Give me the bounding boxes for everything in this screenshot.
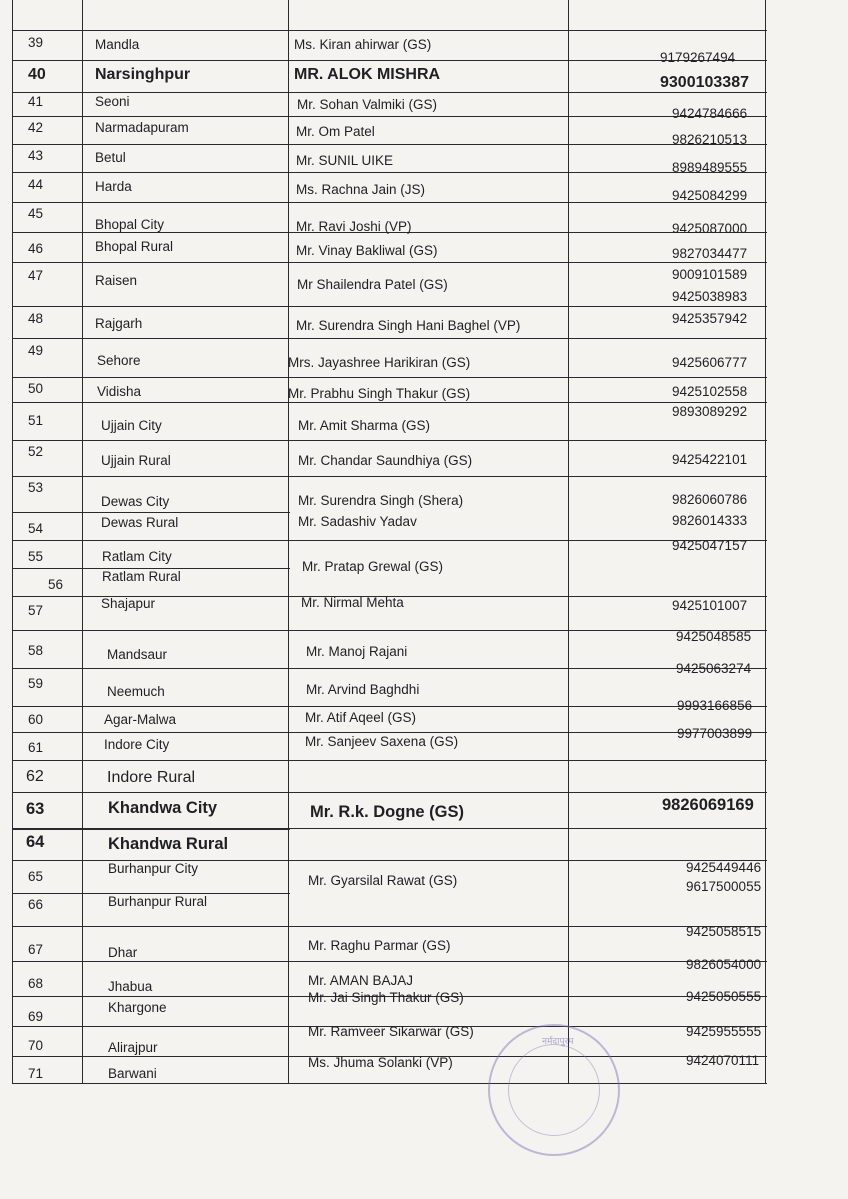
representative-name: Mr. Prabhu Singh Thakur (GS) bbox=[288, 386, 471, 401]
phone-number: 9425047157 bbox=[672, 538, 748, 553]
row-number: 40 bbox=[28, 66, 46, 83]
row-divider bbox=[12, 30, 767, 31]
row-divider bbox=[12, 262, 767, 263]
row-number: 44 bbox=[28, 177, 44, 192]
representative-name: Mr. Surendra Singh Hani Baghel (VP) bbox=[296, 318, 521, 333]
district-name: Seoni bbox=[95, 94, 130, 109]
district-name: Khargone bbox=[108, 1000, 167, 1015]
district-name: Mandla bbox=[95, 37, 140, 52]
phone-number: 9826060786 bbox=[672, 492, 748, 507]
phone-number: 9009101589 bbox=[672, 267, 748, 282]
row-divider bbox=[12, 306, 767, 307]
column-divider bbox=[82, 0, 83, 1084]
representative-name: Mr Shailendra Patel (GS) bbox=[297, 277, 448, 292]
row-number: 71 bbox=[28, 1066, 44, 1081]
district-name: Khandwa Rural bbox=[108, 835, 229, 853]
row-number: 59 bbox=[28, 676, 44, 691]
contact-table bbox=[12, 0, 767, 1084]
phone-number: 9425050555 bbox=[686, 989, 762, 1004]
district-name: Dewas City bbox=[101, 494, 170, 509]
row-divider bbox=[12, 630, 767, 631]
row-divider bbox=[12, 792, 767, 793]
phone-number: 8989489555 bbox=[672, 160, 748, 175]
representative-name: MR. ALOK MISHRA bbox=[294, 66, 441, 83]
row-number: 61 bbox=[28, 740, 44, 755]
phone-number: 9425038983 bbox=[672, 289, 748, 304]
table-border-right bbox=[765, 0, 766, 1084]
seal-text: नर्मदापुरम bbox=[542, 1037, 574, 1047]
representative-name: Mr. SUNIL UIKE bbox=[296, 153, 394, 168]
row-number: 47 bbox=[28, 268, 44, 283]
row-divider bbox=[12, 926, 767, 927]
row-number: 39 bbox=[28, 35, 44, 50]
row-number: 66 bbox=[28, 897, 44, 912]
district-name: Agar-Malwa bbox=[104, 712, 177, 727]
phone-number: 9617500055 bbox=[686, 879, 762, 894]
row-divider bbox=[12, 402, 767, 403]
district-name: Dewas Rural bbox=[101, 515, 179, 530]
district-name: Ujjain City bbox=[101, 418, 162, 433]
phone-number: 9827034477 bbox=[672, 246, 748, 261]
representative-name: Mr. Sohan Valmiki (GS) bbox=[297, 97, 438, 112]
representative-name: Mr. Arvind Baghdhi bbox=[306, 682, 420, 697]
phone-number: 9424070111 bbox=[686, 1053, 760, 1068]
phone-number: 9826069169 bbox=[662, 796, 754, 814]
representative-name: Mr. R.k. Dogne (GS) bbox=[310, 803, 465, 821]
representative-name: Mr. Om Patel bbox=[296, 124, 375, 139]
row-number: 68 bbox=[28, 976, 44, 991]
row-number: 48 bbox=[28, 311, 44, 326]
row-divider bbox=[12, 706, 767, 707]
district-name: Harda bbox=[95, 179, 132, 194]
representative-name: Mr. Raghu Parmar (GS) bbox=[308, 938, 451, 953]
district-name: Khandwa City bbox=[108, 799, 218, 817]
phone-number: 9826210513 bbox=[672, 132, 748, 147]
row-number: 57 bbox=[28, 603, 44, 618]
row-number: 51 bbox=[28, 413, 44, 428]
row-divider bbox=[12, 377, 767, 378]
row-number: 58 bbox=[28, 643, 44, 658]
row-divider bbox=[12, 540, 767, 541]
phone-number: 9425102558 bbox=[672, 384, 748, 399]
district-name: Jhabua bbox=[108, 979, 153, 994]
district-name: Bhopal City bbox=[95, 217, 165, 232]
phone-number: 9425955555 bbox=[686, 1024, 762, 1039]
phone-number: 9425357942 bbox=[672, 311, 748, 326]
column-divider bbox=[288, 0, 289, 1084]
row-number: 43 bbox=[28, 148, 44, 163]
row-number: 63 bbox=[26, 800, 45, 818]
representative-name: Mr. Vinay Bakliwal (GS) bbox=[296, 243, 438, 258]
district-name: Vidisha bbox=[97, 384, 142, 399]
row-number: 67 bbox=[28, 942, 44, 957]
row-divider bbox=[12, 116, 767, 117]
row-number: 49 bbox=[28, 343, 44, 358]
phone-number: 9425048585 bbox=[676, 629, 752, 644]
district-name: Indore Rural bbox=[107, 769, 196, 786]
row-divider bbox=[12, 338, 767, 339]
district-name: Ratlam City bbox=[102, 549, 172, 564]
phone-number: 9826054000 bbox=[686, 957, 762, 972]
phone-number: 9425087000 bbox=[672, 221, 748, 236]
row-divider bbox=[12, 1083, 767, 1084]
district-name: Dhar bbox=[108, 945, 138, 960]
representative-name: Ms. Rachna Jain (JS) bbox=[296, 182, 426, 197]
representative-name: Mr. Nirmal Mehta bbox=[301, 595, 404, 610]
phone-number: 9425606777 bbox=[672, 355, 748, 370]
row-divider bbox=[12, 512, 290, 513]
phone-number: 9977003899 bbox=[677, 726, 753, 741]
phone-number: 9826014333 bbox=[672, 513, 748, 528]
row-number: 52 bbox=[28, 444, 44, 459]
representative-name: Mr. Pratap Grewal (GS) bbox=[302, 559, 444, 574]
district-name: Neemuch bbox=[107, 684, 165, 699]
representative-name: Mr. AMAN BAJAJ bbox=[308, 973, 414, 988]
district-name: Sehore bbox=[97, 353, 141, 368]
row-number: 64 bbox=[26, 833, 45, 851]
row-divider bbox=[12, 172, 767, 173]
district-name: Bhopal Rural bbox=[95, 239, 174, 254]
phone-number: 9424784666 bbox=[672, 106, 748, 121]
row-number: 56 bbox=[48, 577, 64, 592]
row-divider bbox=[12, 202, 767, 203]
phone-number: 9425063274 bbox=[676, 661, 752, 676]
row-divider bbox=[12, 476, 767, 477]
row-number: 53 bbox=[28, 480, 44, 495]
phone-number: 9425058515 bbox=[686, 924, 762, 939]
district-name: Rajgarh bbox=[95, 316, 143, 331]
representative-name: Mr. Manoj Rajani bbox=[306, 644, 408, 659]
row-number: 45 bbox=[28, 206, 44, 221]
row-number: 41 bbox=[28, 94, 44, 109]
representative-name: Mr. Atif Aqeel (GS) bbox=[305, 710, 417, 725]
district-name: Burhanpur Rural bbox=[108, 894, 208, 909]
representative-name: Mr. Sadashiv Yadav bbox=[298, 514, 417, 529]
row-number: 70 bbox=[28, 1038, 44, 1053]
row-number: 54 bbox=[28, 521, 44, 536]
row-number: 60 bbox=[28, 712, 44, 727]
district-name: Narsinghpur bbox=[95, 66, 191, 83]
row-number: 62 bbox=[26, 768, 44, 785]
phone-number: 9893089292 bbox=[672, 404, 748, 419]
district-name: Burhanpur City bbox=[108, 861, 199, 876]
row-number: 42 bbox=[28, 120, 44, 135]
row-divider bbox=[12, 440, 767, 441]
district-name: Barwani bbox=[108, 1066, 157, 1081]
representative-name: Mr. Sanjeev Saxena (GS) bbox=[305, 734, 459, 749]
representative-name: Mr. Chandar Saundhiya (GS) bbox=[298, 453, 473, 468]
row-number: 50 bbox=[28, 381, 44, 396]
phone-number: 9179267494 bbox=[660, 50, 736, 65]
district-name: Betul bbox=[95, 150, 126, 165]
row-number: 46 bbox=[28, 241, 44, 256]
representative-name: Ms. Jhuma Solanki (VP) bbox=[308, 1055, 453, 1070]
representative-name: Mr. Jai Singh Thakur (GS) bbox=[308, 990, 464, 1005]
row-divider bbox=[12, 760, 767, 761]
row-number: 55 bbox=[28, 549, 44, 564]
district-name: Alirajpur bbox=[108, 1040, 158, 1055]
phone-number: 9993166856 bbox=[677, 698, 753, 713]
district-name: Narmadapuram bbox=[95, 120, 189, 135]
phone-number: 9425101007 bbox=[672, 598, 748, 613]
representative-name: Mr. Gyarsilal Rawat (GS) bbox=[308, 873, 458, 888]
column-divider bbox=[568, 0, 569, 1084]
district-name: Raisen bbox=[95, 273, 138, 288]
phone-number: 9425084299 bbox=[672, 188, 748, 203]
phone-number: 9425449446 bbox=[686, 860, 762, 875]
row-number: 69 bbox=[28, 1009, 44, 1024]
representative-name: Mr. Surendra Singh (Shera) bbox=[298, 493, 464, 508]
district-name: Shajapur bbox=[101, 596, 156, 611]
phone-number: 9425422101 bbox=[672, 452, 748, 467]
representative-name: Mrs. Jayashree Harikiran (GS) bbox=[288, 355, 471, 370]
row-divider bbox=[12, 961, 767, 962]
representative-name: Mr. Ramveer Sikarwar (GS) bbox=[308, 1024, 474, 1039]
representative-name: Mr. Amit Sharma (GS) bbox=[298, 418, 431, 433]
district-name: Ratlam Rural bbox=[102, 569, 181, 584]
district-name: Ujjain Rural bbox=[101, 453, 171, 468]
row-divider bbox=[12, 668, 767, 669]
row-divider bbox=[12, 144, 767, 145]
district-name: Mandsaur bbox=[107, 647, 168, 662]
phone-number: 9300103387 bbox=[660, 74, 749, 91]
row-divider bbox=[12, 60, 767, 61]
row-number: 65 bbox=[28, 869, 44, 884]
row-divider bbox=[12, 829, 290, 830]
representative-name: Ms. Kiran ahirwar (GS) bbox=[294, 37, 432, 52]
representative-name: Mr. Ravi Joshi (VP) bbox=[296, 219, 412, 234]
district-name: Indore City bbox=[104, 737, 170, 752]
table-border-left bbox=[12, 0, 13, 1084]
